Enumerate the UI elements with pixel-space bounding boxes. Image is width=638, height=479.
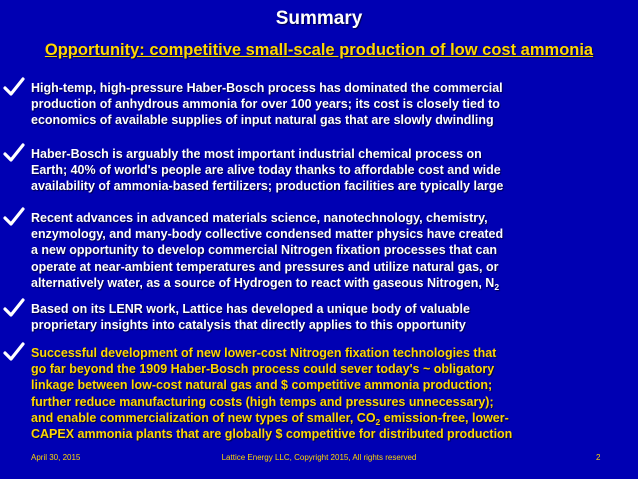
- bullet-line: Earth; 40% of world's people are alive today thanks to affordable cost and wide: [31, 163, 501, 178]
- bullet-line: operate at near-ambient temperatures and pressures and utilize natural gas, or: [31, 259, 499, 274]
- bullet-line: enzymology, and many-body collective condensed matter physics have created: [31, 227, 504, 242]
- page-number: 2: [596, 453, 601, 462]
- bullet-item: [31, 345, 631, 442]
- bullet-item: [31, 210, 631, 291]
- bullet-line: [31, 275, 631, 291]
- checkmark-icon: [3, 206, 25, 228]
- bullet-item: [31, 301, 631, 333]
- bullet-line: go far beyond the 1909 Haber-Bosch process could sever today's ~ obligatory: [31, 362, 495, 377]
- bullet-line: Recent advances in advanced materials science, nanotechnology, chemistry,: [31, 211, 488, 225]
- subscript: 2: [375, 416, 381, 427]
- bullet-item: [31, 80, 631, 129]
- bullet-line: further reduce manufacturing costs (high temps and pressures unnecessary);: [31, 394, 494, 409]
- bullet-line: linkage between low-cost natural gas and $ competitive ammonia production;: [31, 378, 493, 393]
- bullet-line: CAPEX ammonia plants that are globally $ competitive for distributed production: [31, 427, 513, 442]
- bullet-line: High-temp, high-pressure Haber-Bosch process has dominated the commercial: [31, 81, 503, 95]
- checkmark-icon: [3, 297, 25, 319]
- checkmark-icon: [3, 341, 25, 363]
- bullet-line: a new opportunity to develop commercial Nitrogen fixation processes that can: [31, 243, 498, 258]
- bullet-line: Haber-Bosch is arguably the most important industrial chemical process on: [31, 147, 482, 161]
- bullet-line: production of anhydrous ammonia for over 100 years; its cost is closely tied to: [31, 97, 500, 112]
- subscript: 2: [494, 281, 500, 292]
- bullet-line-text: and enable commercialization of new types of smaller, CO: [31, 410, 376, 425]
- checkmark-icon: [3, 76, 25, 98]
- bullet-line: Successful development of new lower-cost Nitrogen fixation technologies that: [31, 346, 497, 360]
- bullet-line: [31, 410, 631, 426]
- footer-copyright: Lattice Energy LLC, Copyright 2015, All rights reserved: [221, 453, 417, 462]
- bullet-line: proprietary insights into catalysis that directly applies to this opportunity: [31, 318, 466, 333]
- bullet-line-text: alternatively water, as a source of Hydrogen to react with gaseous Nitrogen, N: [31, 275, 495, 290]
- footer-date: April 30, 2015: [31, 453, 81, 462]
- bullet-line-text: emission-free, lower-: [380, 410, 509, 425]
- bullet-line: economics of available supplies of input natural gas that are slowly dwindling: [31, 113, 494, 128]
- bullet-line: availability of ammonia-based fertilizers; production facilities are typically large: [31, 179, 504, 194]
- checkmark-icon: [3, 142, 25, 164]
- bullet-item: [31, 146, 631, 195]
- slide-subtitle: Opportunity: competitive small-scale production of low cost ammonia: [44, 41, 594, 59]
- slide-title: Summary: [275, 8, 363, 29]
- bullet-line: Based on its LENR work, Lattice has developed a unique body of valuable: [31, 302, 470, 316]
